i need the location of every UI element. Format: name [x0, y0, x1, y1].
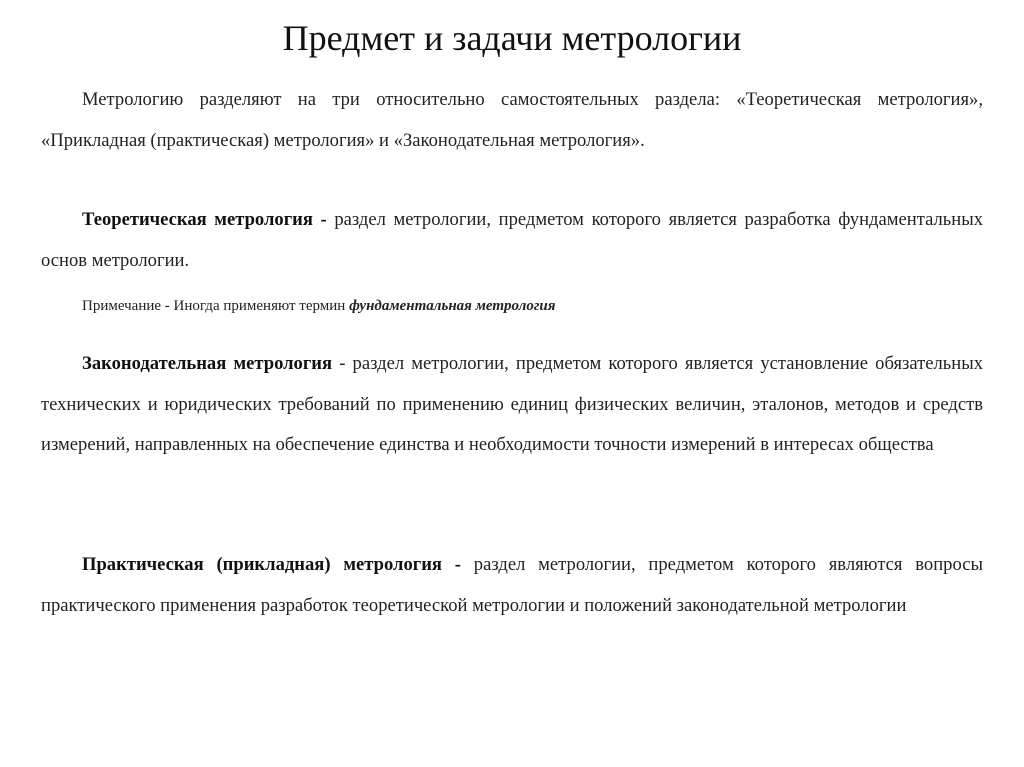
legal-metrology-definition: - раздел метрологии, предметом которого является установление обязательных технических и юридических требований по применению единиц физических величин, эталонов, методов и средств измерений, направленных на обеспечение единства и необходимости точности измерений в интересах общества	[41, 353, 983, 455]
theoretical-metrology-paragraph	[41, 200, 983, 281]
note	[82, 294, 555, 318]
practical-metrology-definition: раздел метрологии, предметом которого являются вопросы практического применения разработок теоретической метрологии и положений законодательной метрологии	[41, 554, 983, 616]
theoretical-metrology-definition: раздел метрологии, предметом которого является разработка фундаментальных основ метрологии.	[41, 209, 983, 271]
note-term: фундаментальная метрология	[349, 298, 556, 314]
intro-paragraph: Метрологию разделяют на три относительно самостоятельных раздела: «Теоретическая метрология», «Прикладная (практическая) метрология» и «Законодательная метрология».	[41, 89, 983, 151]
slide-title: Предмет и задачи метрологии	[282, 18, 742, 58]
theoretical-metrology-term: Теоретическая метрология -	[82, 209, 327, 230]
note-prefix: Примечание - Иногда применяют термин	[82, 298, 350, 314]
practical-metrology-paragraph	[41, 545, 983, 626]
practical-metrology-term: Практическая (прикладная) метрология -	[82, 554, 461, 575]
legal-metrology-term: Законодательная метрология	[82, 353, 333, 374]
legal-metrology-paragraph	[41, 344, 983, 466]
